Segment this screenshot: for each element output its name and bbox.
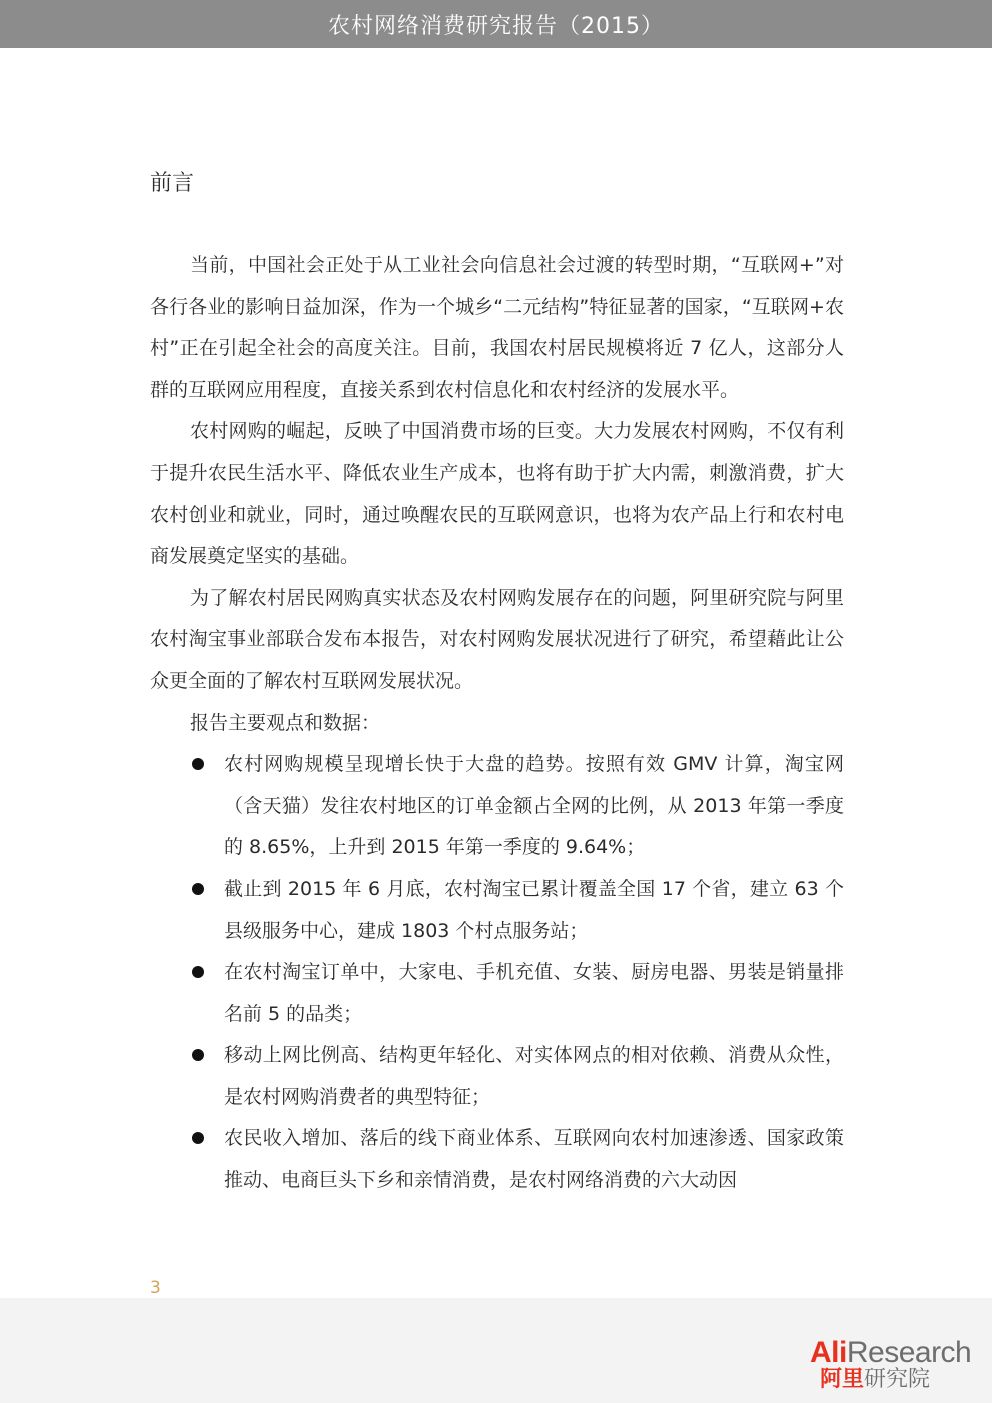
- key-findings-intro: 报告主要观点和数据：: [190, 711, 381, 734]
- paragraph: 农村网购的崛起，反映了中国消费市场的巨变。大力发展农村网购，不仅有利于提升农民生活水平、降低农业生产成本，也将有助于扩大内需，刺激消费，扩大农村创业和就业，同时，通过唤醒农民的互联网意识，也将为农产品上行和农村电商发展奠定坚实的基础。: [150, 420, 844, 568]
- list-item-text: 移动上网比例高、结构更年轻化、对实体网点的相对依赖、消费从众性，是农村网购消费者的典型特征；: [224, 1044, 844, 1108]
- logo-ali-cn-text: 阿里: [820, 1367, 865, 1392]
- list-item: [150, 744, 844, 869]
- list-item-text: 农民收入增加、落后的线下商业体系、互联网向农村加速渗透、国家政策推动、电商巨头下乡和亲情消费，是农村网络消费的六大动因: [224, 1127, 844, 1192]
- logo-ali-text: Ali: [810, 1336, 847, 1369]
- bullet-icon: [192, 1132, 204, 1144]
- list-item: [150, 869, 844, 952]
- bullet-icon: [192, 1049, 204, 1061]
- list-item: [150, 952, 844, 1035]
- header-bar: [0, 0, 992, 48]
- section-title: 前言: [150, 171, 195, 196]
- bullet-icon: [192, 883, 204, 895]
- page-number: 3: [150, 1278, 161, 1298]
- list-item-text: 农村网购规模呈现增长快于大盘的趋势。按照有效 GMV 计算，淘宝网（含天猫）发往农村地区的订单金额占全网的比例，从 2013 年第一季度的 8.65%，上升到 2015 年第一季度的 9.64%；: [224, 753, 844, 859]
- preface-content: [150, 245, 844, 1202]
- logo-english: [810, 1336, 971, 1370]
- key-findings-list: [150, 744, 844, 1202]
- list-item-text: 在农村淘宝订单中，大家电、手机充值、女装、厨房电器、男装是销量排名前 5 的品类；: [224, 961, 844, 1025]
- logo-chinese: [820, 1366, 930, 1394]
- paragraph: 当前，中国社会正处于从工业社会向信息社会过渡的转型时期，“互联网+”对各行各业的影响日益加深，作为一个城乡“二元结构”特征显著的国家，“互联网+农村”正在引起全社会的高度关注。目前，我国农村居民规模将近 7 亿人，这部分人群的互联网应用程度，直接关系到农村信息化和农村经济的发展水平。: [150, 254, 844, 401]
- list-item: [150, 1118, 844, 1201]
- bullet-icon: [192, 966, 204, 978]
- paragraph: 为了解农村居民网购真实状态及农村网购发展存在的问题，阿里研究院与阿里农村淘宝事业部联合发布本报告，对农村网购发展状况进行了研究，希望藉此让公众更全面的了解农村互联网发展状况。: [150, 586, 844, 692]
- aliresearch-logo: [810, 1336, 990, 1396]
- logo-research-text: Research: [846, 1336, 972, 1369]
- list-item: [150, 1035, 844, 1118]
- logo-institute-text: 研究院: [864, 1367, 931, 1392]
- bullet-icon: [192, 758, 204, 770]
- list-item-text: 截止到 2015 年 6 月底，农村淘宝已累计覆盖全国 17 个省，建立 63 个县级服务中心，建成 1803 个村点服务站；: [224, 877, 844, 942]
- report-title: 农村网络消费研究报告（2015）: [328, 13, 664, 39]
